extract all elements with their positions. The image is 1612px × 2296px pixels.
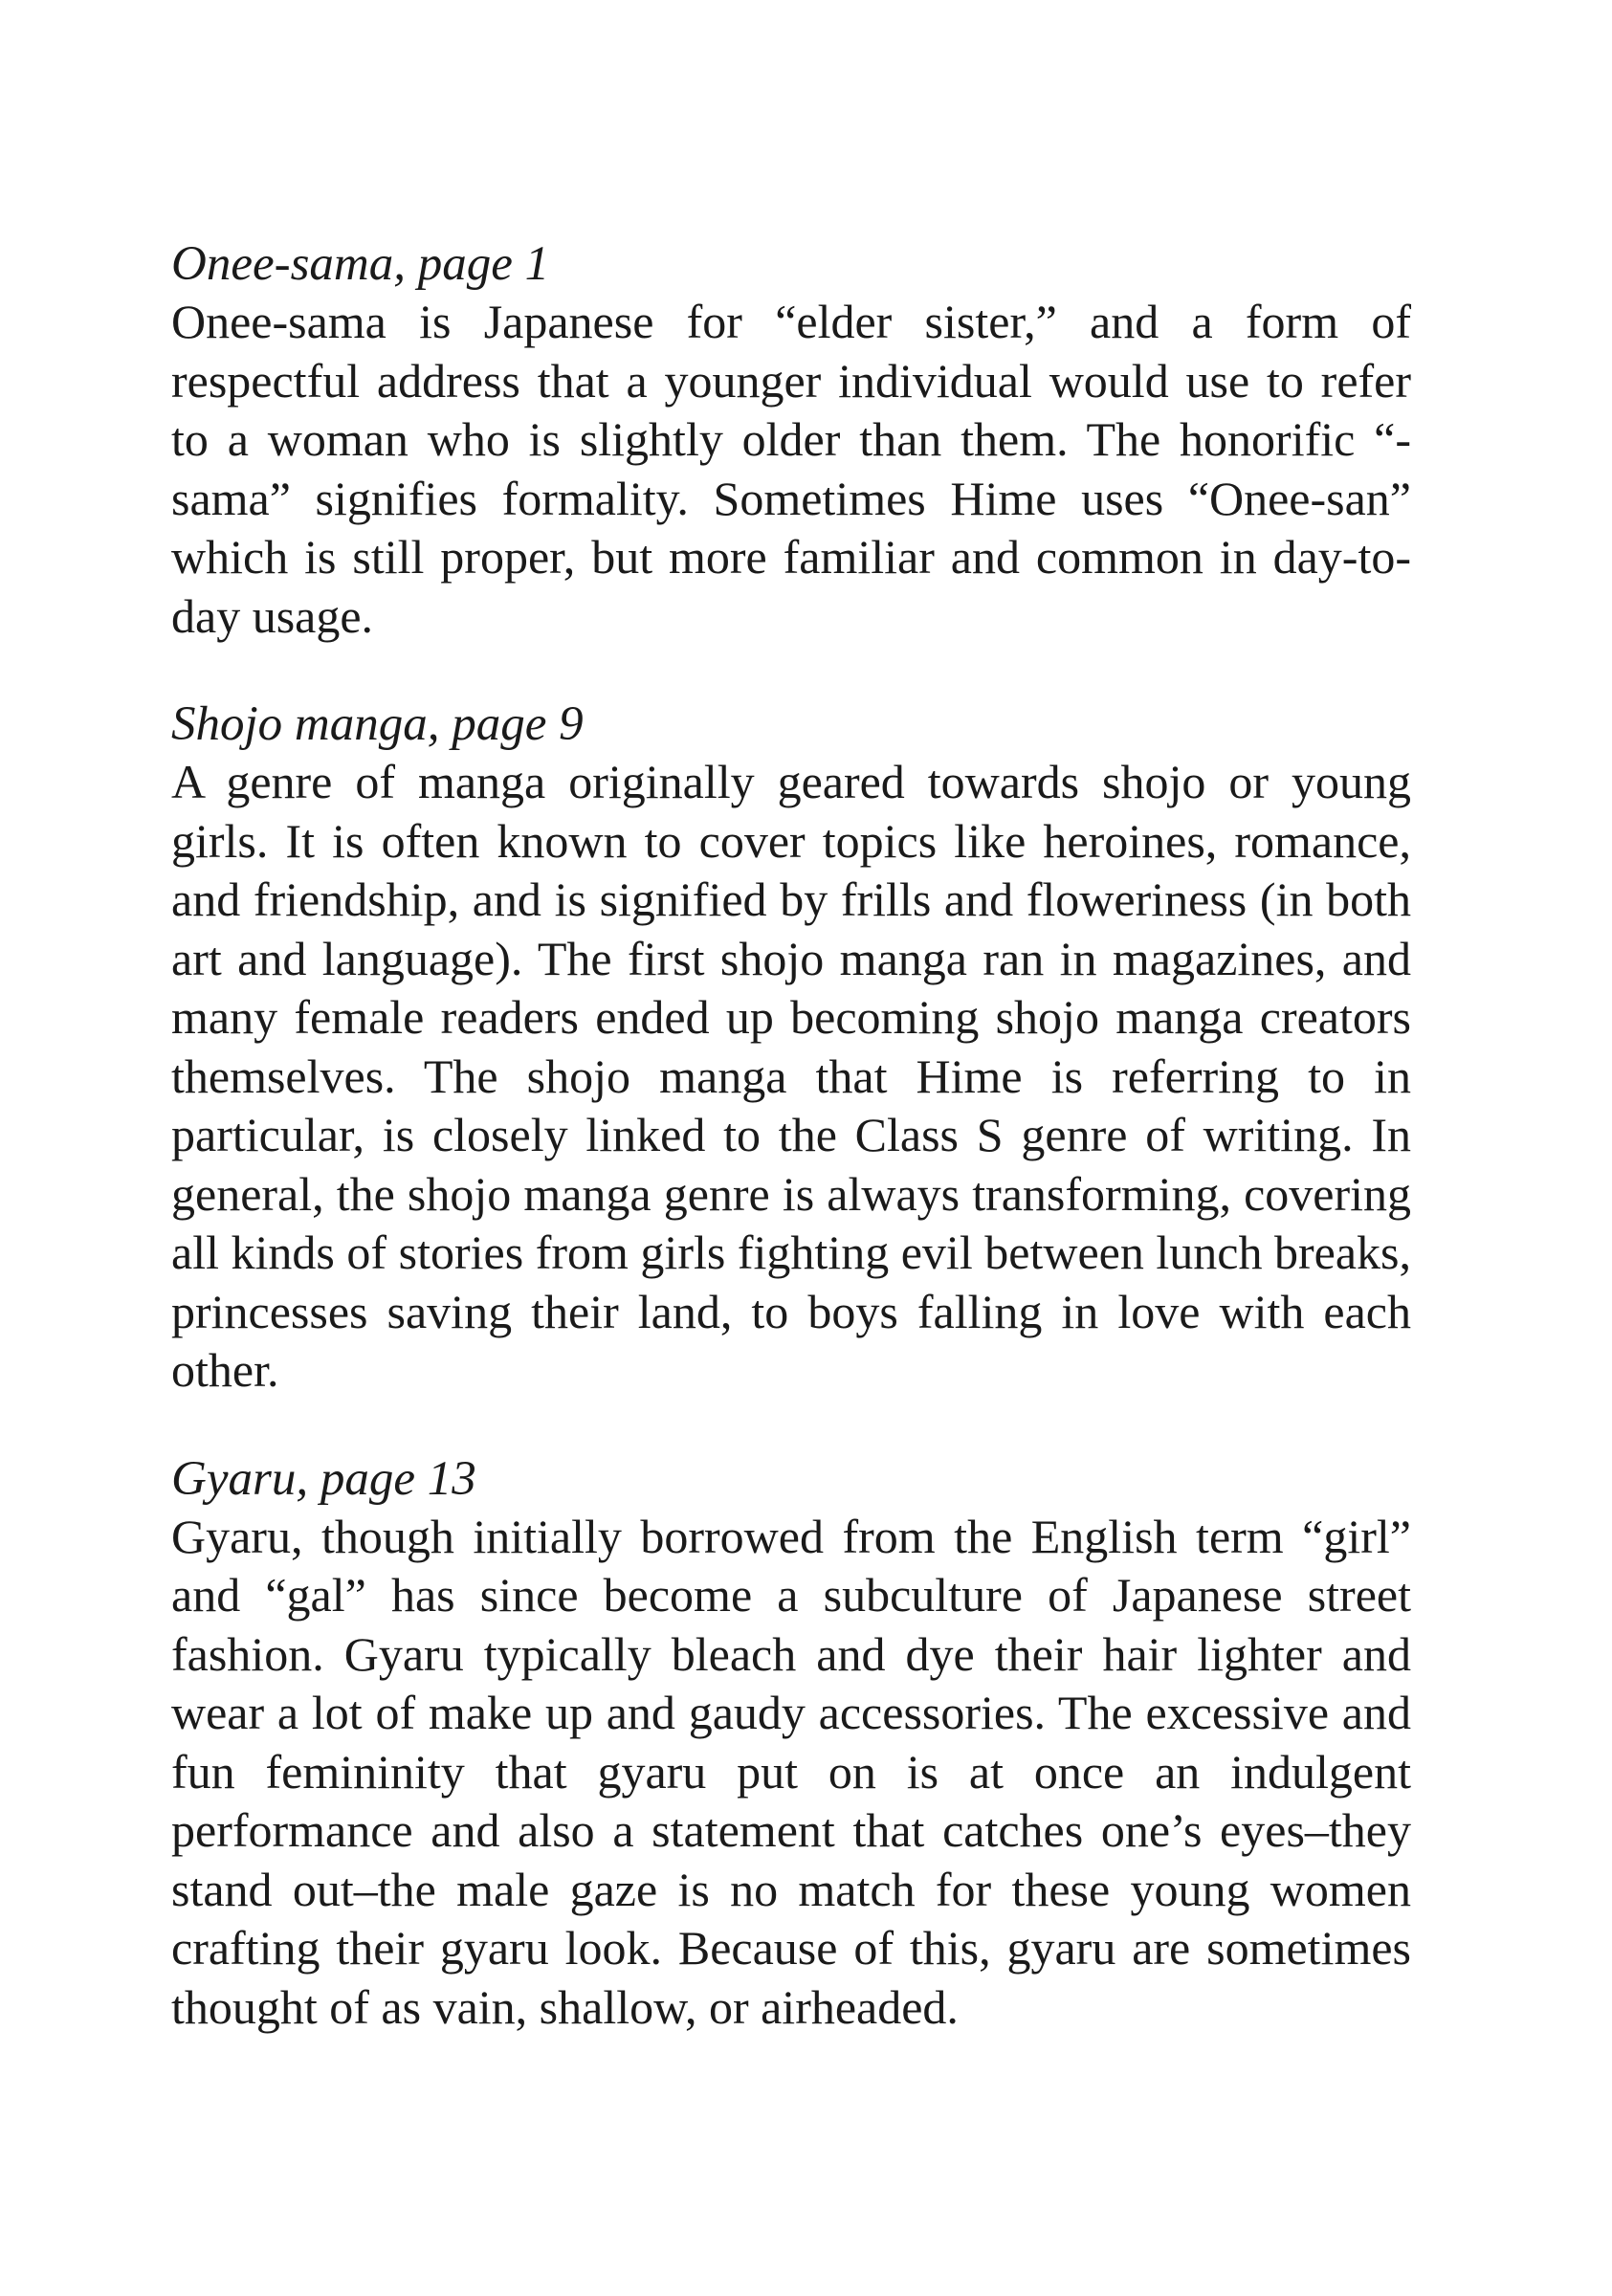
note-onee-sama (171, 235, 1411, 646)
note-body: A genre of manga originally geared towards shojo or young girls. It is often known to cover topics like heroines, romance, and friendship, and is signified by frills and floweriness (in both art and language). The first shojo manga ran in magazines, and many female readers ended up becoming shojo manga creators themselves. The shojo manga that Hime is referring to in particular, is closely linked to the Class S genre of writing. In general, the shojo manga genre is always transforming, covering all kinds of stories from girls fighting evil between lunch breaks, princesses saving their land, to boys falling in love with each other. (171, 755, 1411, 1397)
translation-notes-page (171, 235, 1411, 2086)
note-title: Onee-sama, page 1 (171, 237, 550, 291)
note-title: Shojo manga, page 9 (171, 697, 584, 751)
note-gyaru (171, 1450, 1411, 2038)
note-title: Gyaru, page 13 (171, 1451, 476, 1506)
note-body: Onee-sama is Japanese for “elder sister,” and a form of respectful address that a younger individual would use to refer to a woman who is slightly older than them. The honorific “-sama” signifies formality. Sometimes Hime uses “Onee-san” which is still proper, but more familiar and common in day-to-day usage. (171, 295, 1411, 643)
note-shojo-manga (171, 695, 1411, 1401)
note-body: Gyaru, though initially borrowed from the English term “girl” and “gal” has since become a subculture of Japanese street fashion. Gyaru typically bleach and dye their hair lighter and wear a lot of make up and gaudy accessories. The excessive and fun femininity that gyaru put on is at once an indulgent performance and also a statement that catches one’s eyes–they stand out–the male gaze is no match for these young women crafting their gyaru look. Because of this, gyaru are sometimes thought of as vain, shallow, or airheaded. (171, 1509, 1411, 2034)
